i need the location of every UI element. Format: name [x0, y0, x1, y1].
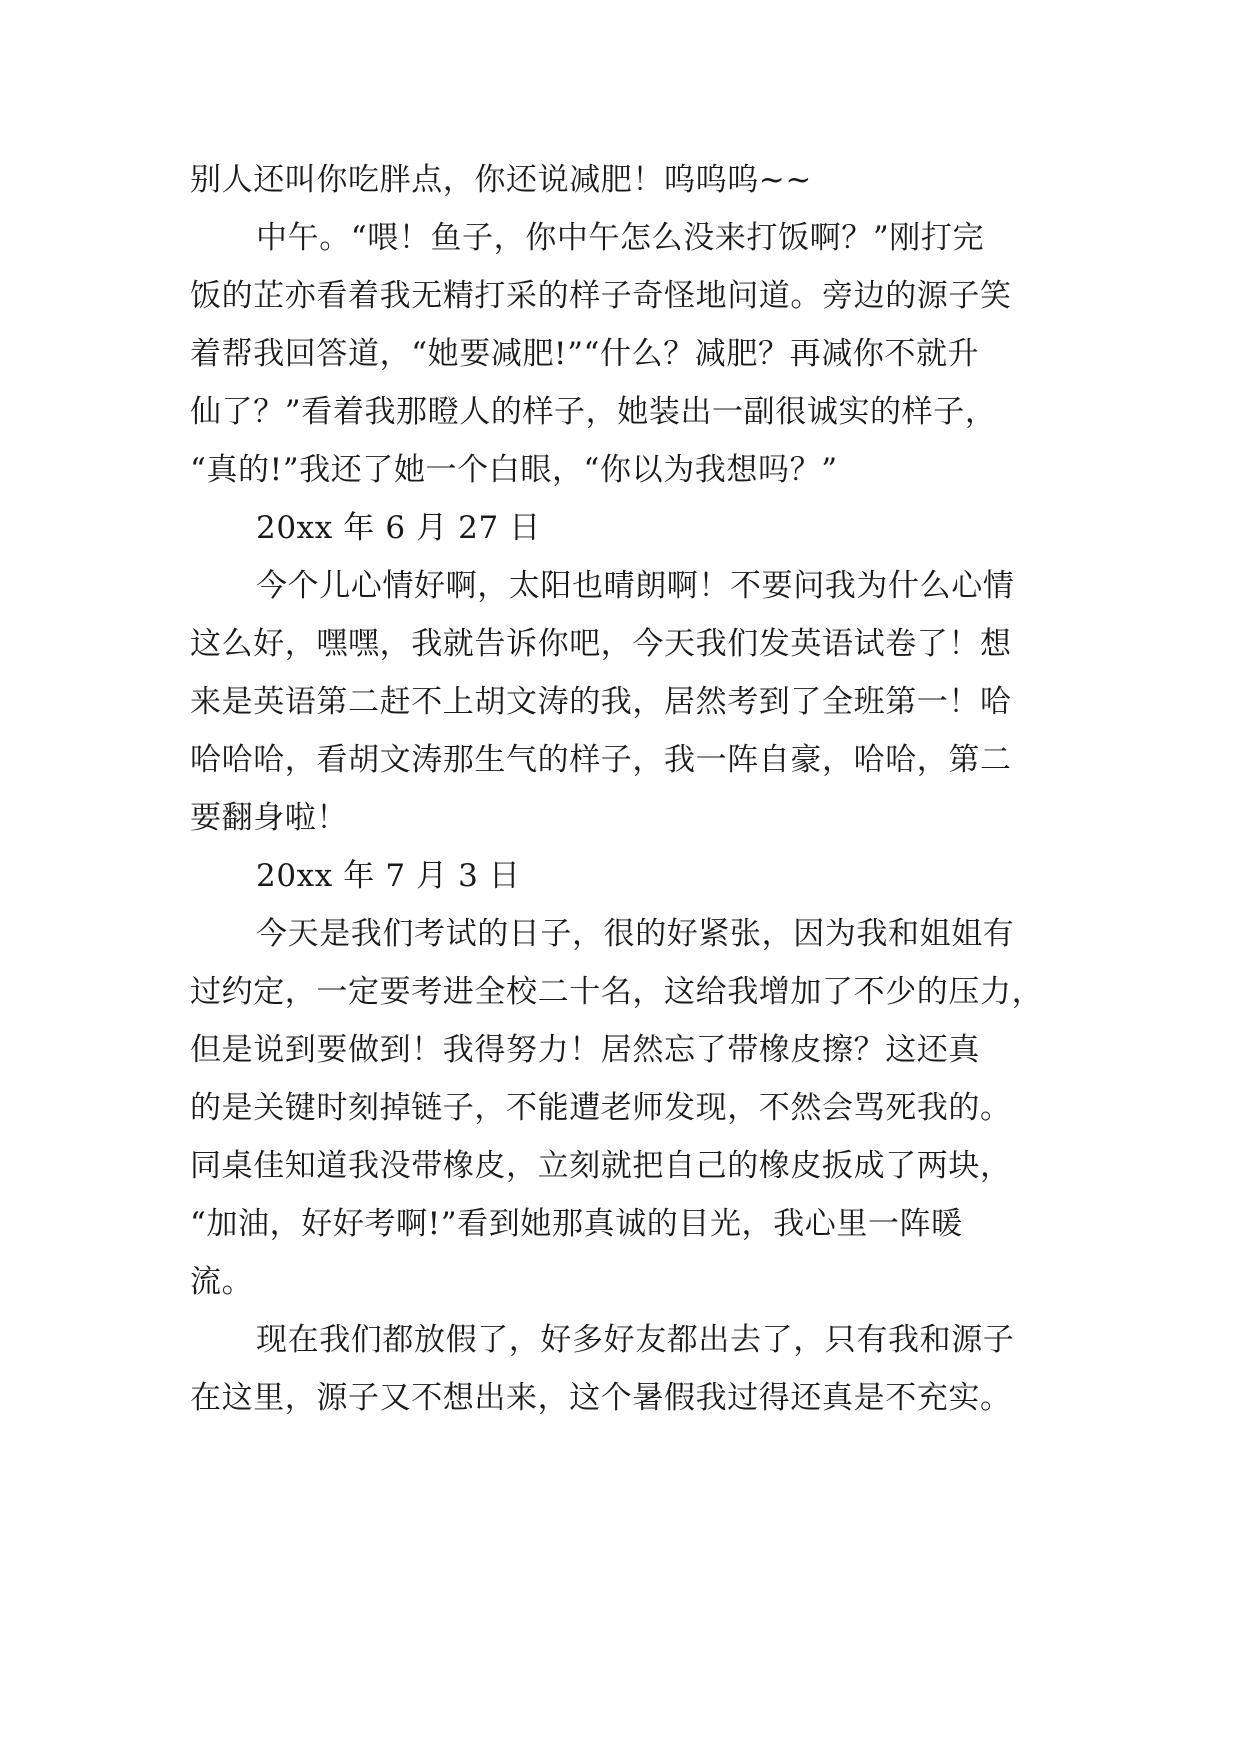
text-line: “加油，好好考啊!”看到她那真诚的目光，我心里一阵暖: [190, 1206, 963, 1242]
text-line: 饭的芷亦看着我无精打采的样子奇怪地问道。旁边的源子笑: [190, 278, 1012, 314]
text-line: 来是英语第二赶不上胡文涛的我，居然考到了全班第一！哈: [190, 684, 1012, 720]
text-line: 仙了？”看着我那瞪人的样子，她装出一副很诚实的样子，: [190, 394, 997, 430]
text-line: 哈哈哈，看胡文涛那生气的样子，我一阵自豪，哈哈，第二: [190, 742, 1012, 778]
text-line: 要翻身啦！: [190, 800, 348, 836]
text-line: 但是说到要做到！我得努力！居然忘了带橡皮擦？这还真: [190, 1032, 980, 1068]
diary-date: 20xx 年 6 月 27 日: [256, 510, 541, 546]
document-body: [190, 151, 1070, 1427]
text-line: 流。: [190, 1264, 254, 1300]
text-line: 中午。“喂！鱼子，你中午怎么没来打饭啊？”刚打完: [256, 220, 985, 256]
text-line: 过约定，一定要考进全校二十名，这给我增加了不少的压力，: [190, 974, 1044, 1010]
text-line: 的是关键时刻掉链子，不能遭老师发现，不然会骂死我的。: [190, 1090, 1012, 1126]
text-line: 现在我们都放假了，好多好友都出去了，只有我和源子: [256, 1322, 1015, 1358]
text-line: 今个儿心情好啊，太阳也晴朗啊！不要问我为什么心情: [256, 568, 1015, 604]
text-line: 着帮我回答道，“她要减肥!”“什么？减肥？再减你不就升: [190, 336, 980, 372]
text-line: 同桌佳知道我没带橡皮，立刻就把自己的橡皮扳成了两块，: [190, 1148, 1012, 1184]
text-line: 今天是我们考试的日子，很的好紧张，因为我和姐姐有: [256, 916, 1015, 952]
text-line: “真的!”我还了她一个白眼，“你以为我想吗？”: [190, 452, 838, 488]
diary-date: 20xx 年 7 月 3 日: [256, 858, 521, 894]
text-line: 别人还叫你吃胖点，你还说减肥！呜呜呜~~: [190, 162, 812, 198]
text-line: 在这里，源子又不想出来，这个暑假我过得还真是不充实。: [190, 1380, 1012, 1416]
text-line: 这么好，嘿嘿，我就告诉你吧，今天我们发英语试卷了！想: [190, 626, 1012, 662]
